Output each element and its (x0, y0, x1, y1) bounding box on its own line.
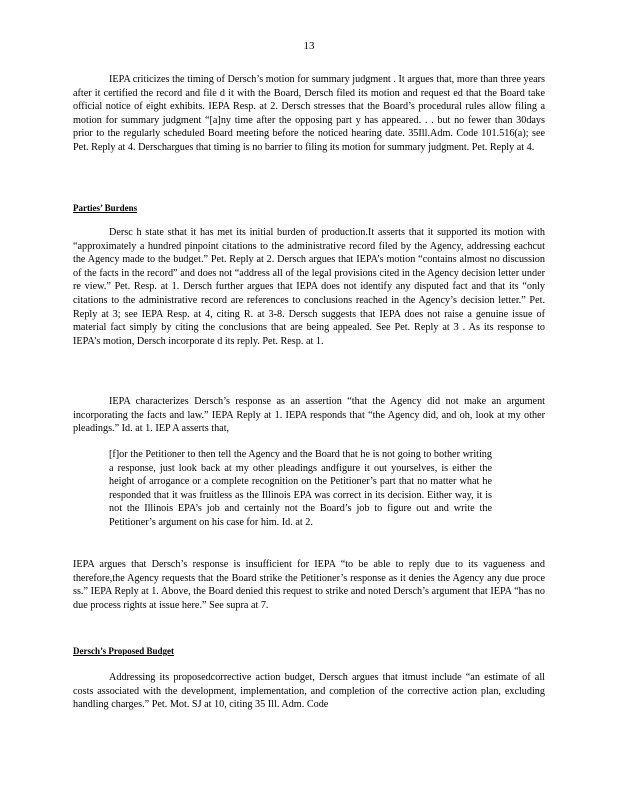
heading-text: Parties’ Burdens (73, 203, 138, 213)
paragraph-iepa-characterizes: IEPA characterizes Dersch’s response as an assertion “that the Agency did not make an argument incorporating the facts and law.” IEPA Reply at 1. IEPA responds that “the Agency did, and oh, look at my other pleadings.” Id. at 1. IEP A asserts that, (73, 396, 545, 435)
paragraph-timing: IEPA criticizes the timing of Dersch’s motion for summary judgment . It argues that, more than three years after it certified the record and file d it with the Board, Dersch filed its motion and request ed that the Board take official notice of eight exhibits. IEPA Resp. at 2. Dersch stresses that the Board’s procedural rules allow filing a motion for summary judgment “[a]ny time after the opposing part y has appeared. . . but no fewer than 30days prior to the regularly scheduled Board meeting before the noticed hearing date. 35Ill.Adm. Code 101.516(a); see Pet. Reply at 4. Derschargues that timing is no barrier to filing its motion for summary judgment. Pet. Reply at 4. (73, 74, 545, 153)
page-number: 13 (303, 40, 315, 52)
heading-text: Dersch’s Proposed Budget (73, 646, 174, 656)
paragraph-proposed-budget: Addressing its proposedcorrective action budget, Dersch argues that itmust include “an estimate of all costs associated with the development, implementation, and completion of the corrective action plan, excluding handling charges.” Pet. Mot. SJ at 10, citing 35 Ill. Adm. Code (73, 672, 545, 711)
paragraph-dersch-burden: Dersc h state sthat it has met its initial burden of production.It asserts that it supported its motion with “approximately a hundred pinpoint citations to the administrative record filed by the Agency, addressing eachcut the Agency made to the budget.” Pet. Reply at 2. Dersch argues that IEPA’s motion “contains almost no discussion of the facts in the record” and does not “address all of the legal provisions cited in the Agency decision letter under re view.” Pet. Resp. at 1. Dersch further argues that IEPA does not identify any disputed fact and that its “only citations to the administrative record are references to conclusions reached in the Agency’s decision letter.” Pet. Reply at 3; see IEPA Resp. at 4, citing R. at 3-8. Dersch suggests that IEPA does not raise a genuine issue of material fact simply by citing the conclusions that are being appealed. See Pet. Reply at 3 . As its response to IEPA’s motion, Dersch incorporate d its reply. Pet. Resp. at 1. (73, 227, 545, 347)
block-quote: [f]or the Petitioner to then tell the Agency and the Board that he is not going to bother writing a response, just look back at my other pleadings andfigure it out yourselves, is either the height of arrogance or a complete recognition on the Petitioner’s part that no matter what he responded that it was fruitless as the Illinois EPA was correct in its decision. Either way, it is not the Illinois EPA’s job and certainly not the Board’s job to figure out and write the Petitioner’s argument on his case for him. Id. at 2. (109, 449, 492, 528)
section-heading-proposed-budget (73, 646, 174, 656)
paragraph-iepa-argues: IEPA argues that Dersch’s response is insufficient for IEPA “to be able to reply due to its vagueness and therefore,the Agency requests that the Board strike the Petitioner’s response as it denies the Agency any due proce ss.” IEPA Reply at 1. Above, the Board denied this request to strike and noted Dersch’s argument that IEPA “has no due process rights at issue here.” See supra at 7. (73, 559, 545, 611)
section-heading-parties-burdens (73, 203, 137, 213)
